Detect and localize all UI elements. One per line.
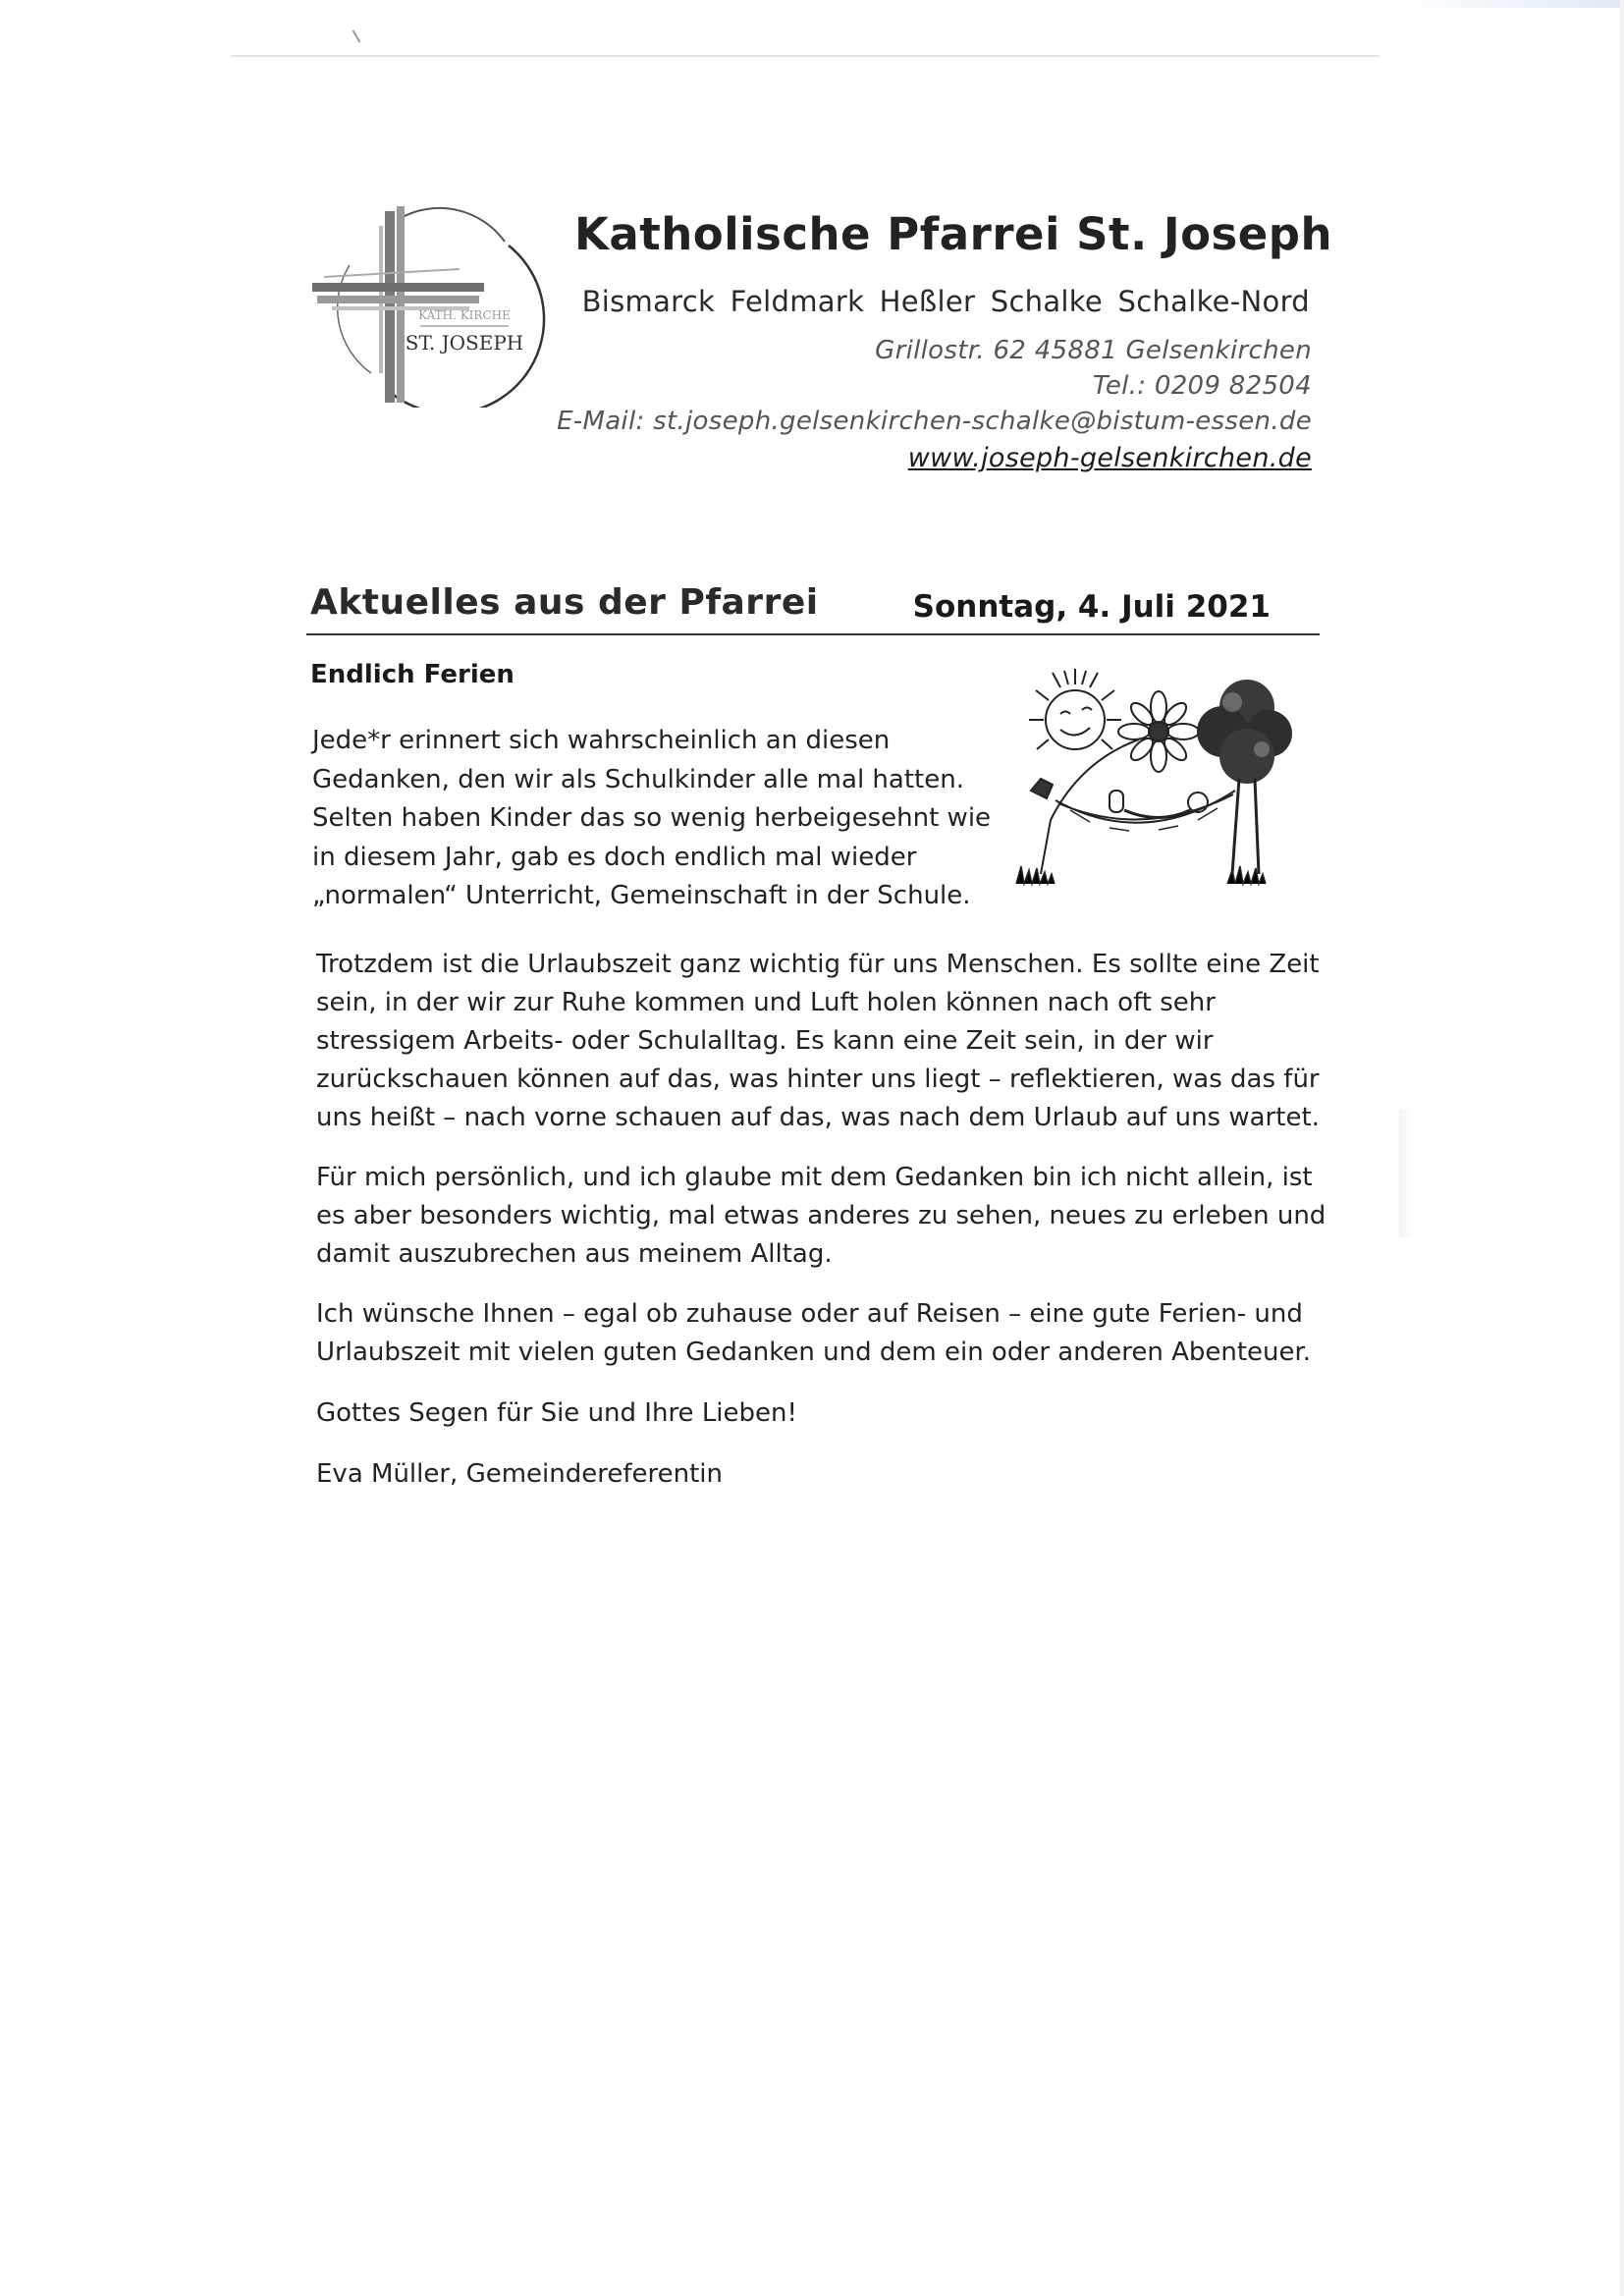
article-signature: Eva Müller, Gemeindereferentin: [316, 1459, 724, 1489]
flower-icon: [1041, 691, 1199, 874]
parish-website-link[interactable]: www.joseph-gelsenkirchen.de: [907, 443, 1312, 473]
scan-corner-tint: [1398, 0, 1624, 8]
section-divider: [306, 633, 1320, 635]
logo-text-bottom: ST. JOSEPH: [405, 331, 524, 355]
scan-right-edge: [1620, 0, 1624, 2296]
scan-top-line: [231, 55, 1380, 57]
tree-icon: [1197, 680, 1292, 874]
article-paragraph: Trotzdem ist die Urlaubszeit ganz wichtig für uns Menschen. Es sollte eine Zeit sein, in der wir zur Ruhe kommen und Luft holen können nach oft sehr stressigem Arbeits- oder Schulalltag. Es kann eine Zeit sein, in der wir zurückschauen können auf das, was hinter uns liegt – reflektieren, was das für uns heißt – nach vorne schauen auf das, was nach dem Urlaub auf uns wartet.: [316, 950, 1320, 1132]
scan-mark: [352, 29, 361, 42]
article-intro: Jede*r erinnert sich wahrscheinlich an diesen Gedanken, den wir als Schulkinder alle mal hatten. Selten haben Kinder das so wenig herbeigesehnt wie in diesem Jahr, gab es doch endlich mal wieder „normalen“ Unterricht, Gemeinschaft in der Schule.: [312, 726, 992, 910]
article-paragraph: Für mich persönlich, und ich glaube mit dem Gedanken bin ich nicht allein, ist es aber besonders wichtig, mal etwas anderes zu sehen, neues zu erleben und damit auszubrechen aus meinem Alltag.: [316, 1163, 1326, 1269]
scan-shadow: [1399, 1110, 1413, 1237]
grass-icon: [1016, 866, 1266, 884]
hammock-icon: [1031, 779, 1235, 831]
logo-text-top: KATH. KIRCHE: [418, 308, 511, 322]
article-heading: Endlich Ferien: [310, 660, 514, 689]
parish-email: E-Mail: st.joseph.gelsenkirchen-schalke@bistum-essen.de: [557, 407, 1312, 436]
parish-name: Katholische Pfarrei St. Joseph: [574, 208, 1333, 260]
sun-icon: [1029, 669, 1121, 749]
article-blessing: Gottes Segen für Sie und Ihre Lieben!: [316, 1398, 797, 1428]
section-title: Aktuelles aus der Pfarrei: [310, 582, 819, 623]
parish-districts: Bismarck Feldmark Heßler Schalke Schalke-Nord: [581, 285, 1310, 318]
parish-phone: Tel.: 0209 82504: [1092, 371, 1312, 401]
article-paragraph: Ich wünsche Ihnen – egal ob zuhause oder auf Reisen – eine gute Ferien- und Urlaubszeit mit vielen guten Gedanken und dem ein oder anderen Abenteuer.: [316, 1299, 1312, 1367]
parish-address: Grillostr. 62 45881 Gelsenkirchen: [875, 336, 1312, 365]
vacation-illustration: [1011, 663, 1296, 899]
section-date: Sonntag, 4. Juli 2021: [912, 589, 1271, 625]
parish-logo: [312, 206, 558, 408]
